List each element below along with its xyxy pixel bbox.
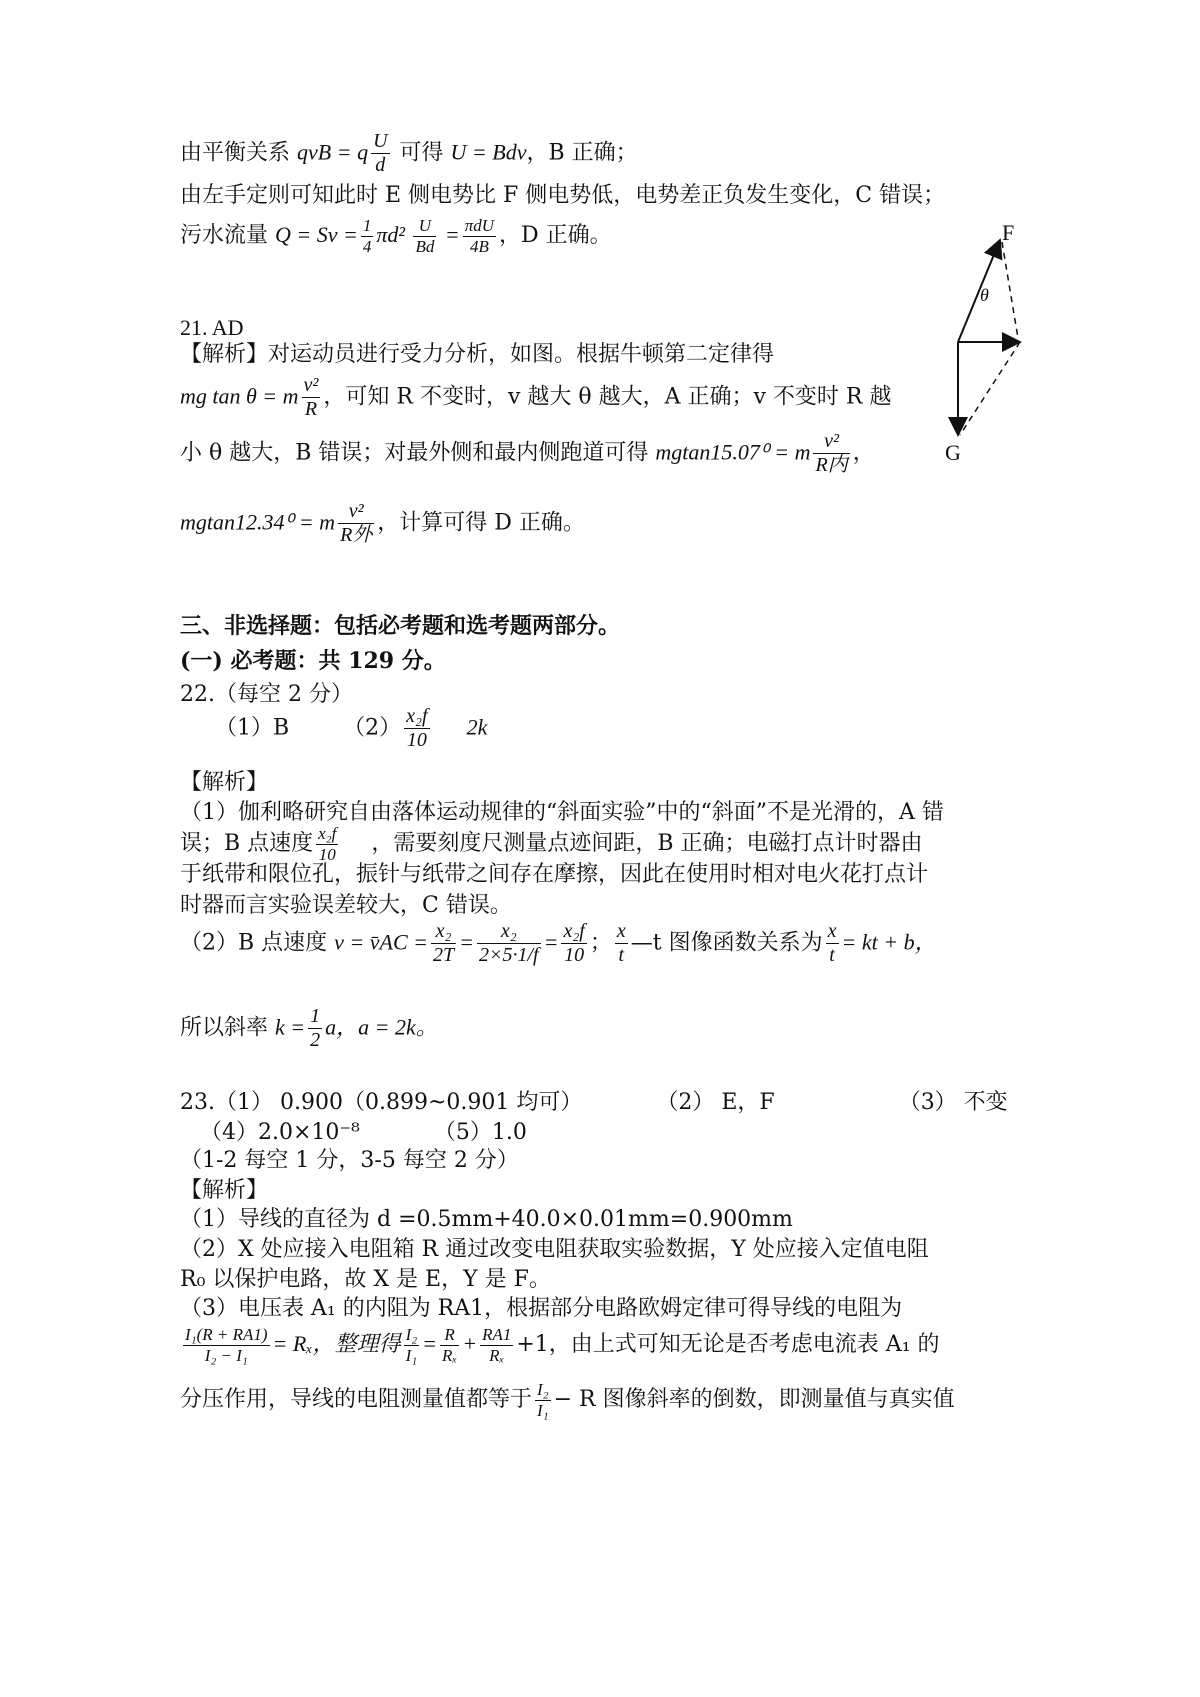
equation: k = [275, 1014, 306, 1040]
text: （2） [343, 715, 402, 741]
text: 分压作用，导线的电阻测量值都等于 [180, 1387, 533, 1413]
q22-p3 [180, 1005, 438, 1052]
fraction: $\frac{\text{v²}}{R}$ [303, 374, 319, 420]
equation: Q = Sv = [275, 222, 358, 248]
equation: + [462, 1331, 478, 1357]
dashed-line [960, 342, 1020, 435]
text: ，需要刻度尺测量点迹间距，B 正确；电磁打点计时器由 [371, 831, 923, 857]
q23-line3: （1-2 每空 1 分，3-5 每空 2 分） [180, 1148, 519, 1173]
text: ； [589, 930, 612, 956]
q23-jiexi: 【解析】 [180, 1178, 269, 1203]
section-title: 三、非选择题：包括必考题和选考题两部分。 [180, 613, 621, 639]
fraction: $\frac{1}{2}$ [310, 1005, 321, 1051]
q21-line1: 【解析】对运动员进行受力分析，如图。根据牛顿第二定律得 [180, 342, 775, 367]
fraction: $\frac{x}{t}$ [616, 920, 626, 966]
text: （2）B 点速度 [180, 930, 328, 956]
fraction: $\frac{\text{x₂f}}{10}$ [318, 824, 337, 864]
q23-p2-line2: R₀ 以保护电路，故 X 是 E，Y 是 F。 [180, 1267, 551, 1292]
text: 小 θ 越大，B 错误；对最外侧和最内侧跑道可得 [180, 440, 649, 466]
fraction: $\frac{\text{x₂f}}{10}$ [563, 920, 585, 966]
q23-line2 [200, 1120, 527, 1146]
fraction: $\frac{U}{Bd}$ [415, 216, 435, 256]
text: ，计算可得 D 正确。 [377, 510, 585, 536]
text: —t 图像函数关系为 [630, 930, 823, 956]
q23-p2-line1: （2）X 处应接入电阻箱 R 通过改变电阻获取实验数据，Y 处应接入定值电阻 [180, 1237, 929, 1262]
q22-answers [215, 705, 487, 752]
fraction: $\frac{\text{x₂f}}{10}$ [406, 705, 428, 751]
text: +1，由上式可知无论是否考虑电流表 A₁ 的 [516, 1332, 940, 1358]
equation: πd² [376, 222, 411, 248]
q22-title: 22.（每空 2 分） [180, 682, 353, 707]
equation: 2k [466, 714, 488, 740]
fraction: $\frac{\text{πdU}}{4B}$ [464, 216, 495, 256]
label-f: F [1002, 220, 1015, 245]
fraction: $\frac{\text{I₁(R + RA1)}}{\text{I₂ − I₁}}$ [185, 1325, 268, 1365]
text: ，D 正确。 [499, 223, 612, 249]
equation: mgtan15.07⁰ = m [655, 439, 811, 465]
label-theta: θ [980, 285, 989, 305]
text: 可得 [399, 140, 444, 166]
text: − R 图像斜率的倒数，即测量值与真实值 [553, 1387, 955, 1413]
q22-p1-line1: （1）伽利略研究自由落体运动规律的“斜面实验”中的“斜面”不是光滑的，A 错 [180, 800, 944, 825]
equation: mgtan12.34⁰ = m [180, 509, 336, 535]
q20-line2: 由左手定则可知此时 E 侧电势比 F 侧电势低，电势差正负发生变化，C 错误； [180, 183, 946, 208]
q20-line3 [180, 216, 612, 256]
section-subtitle: (一) 必考题：共 129 分。 [180, 648, 446, 674]
fraction: $\frac{\text{v²}}{\text{R内}}$ [815, 430, 848, 476]
text: （4）2.0×10⁻⁸ [200, 1120, 360, 1145]
q21-line2 [180, 374, 891, 421]
q23-p4 [180, 1380, 955, 1420]
text: ，B 正确； [526, 140, 638, 166]
q22-p1-line3: 于纸带和限位孔，振针与纸带之间存在摩擦，因此在使用时相对电火花打点计 [180, 862, 929, 887]
equation: = [543, 929, 559, 955]
equation: qvB = q [297, 139, 369, 165]
text: 由平衡关系 [180, 140, 291, 166]
q23-p3-line1: （3）电压表 A₁ 的内阻为 RA1，根据部分电路欧姆定律可得导线的电阻为 [180, 1296, 903, 1321]
fraction: $\frac{x}{t}$ [827, 920, 837, 966]
fraction: $\frac{U}{d}$ [373, 130, 388, 176]
q22-jiexi: 【解析】 [180, 770, 269, 795]
q21-line4 [180, 500, 585, 547]
fraction: $\frac{1}{4}$ [362, 216, 372, 256]
text: （3） 不变 [898, 1090, 1008, 1115]
label-g: G [945, 440, 961, 465]
equation: a，a = 2k。 [325, 1014, 438, 1040]
equation: = Rₓ，整理得 [272, 1331, 401, 1357]
text: 误；B 点速度 [180, 831, 314, 857]
text: ， [852, 440, 875, 466]
force-diagram-svg [920, 230, 1040, 510]
text: ，可知 R 不变时，v 越大 θ 越大，A 正确；v 不变时 R 越 [323, 384, 892, 410]
q23-p1: （1）导线的直径为 d =0.5mm+40.0×0.01mm=0.900mm [180, 1207, 793, 1232]
equation: = kt + b， [841, 929, 937, 955]
q22-p2 [180, 920, 937, 967]
fraction: $\frac{\text{I₂}}{\text{I₁}}$ [537, 1380, 549, 1420]
fraction: $\frac{R}{\text{Rₓ}}$ [442, 1325, 458, 1365]
force-f-arrow [958, 240, 1000, 342]
fraction: $\frac{\text{x₂}}{2T}$ [433, 920, 455, 966]
equation: = [439, 222, 460, 248]
dashed-line [1002, 242, 1018, 338]
q20-line1 [180, 130, 638, 177]
fraction: $\frac{\text{I₂}}{\text{I₁}}$ [405, 1325, 418, 1365]
equation: U = Bdv [450, 139, 527, 165]
q23-p3-line2 [180, 1325, 940, 1365]
q21-line3 [180, 430, 875, 477]
text: 污水流量 [180, 223, 269, 249]
equation: = [422, 1331, 438, 1357]
q23-line1 [180, 1090, 1008, 1116]
text: （2） E，F [656, 1090, 775, 1115]
equation: v = v̄AC = [334, 929, 429, 955]
fraction: $\frac{\text{x₂}}{2\times 5\cdot 1/f}$ [479, 920, 539, 966]
text: （1）B [215, 715, 290, 741]
equation: = [459, 929, 474, 955]
q22-p1-line4: 时器而言实验误差较大，C 错误。 [180, 893, 512, 918]
fraction: $\frac{RA1}{\text{Rₓ}}$ [482, 1325, 512, 1365]
force-diagram [920, 220, 1040, 510]
fraction: $\frac{\text{v²}}{\text{R外}}$ [340, 500, 373, 546]
q22-p1-line2 [180, 824, 923, 864]
equation: mg tan θ = m [180, 383, 299, 409]
q21-title: 21. AD [180, 315, 244, 340]
text: （5）1.0 [433, 1120, 527, 1145]
text: 所以斜率 [180, 1015, 269, 1041]
text: 23.（1） 0.900（0.899~0.901 均可） [180, 1090, 583, 1115]
